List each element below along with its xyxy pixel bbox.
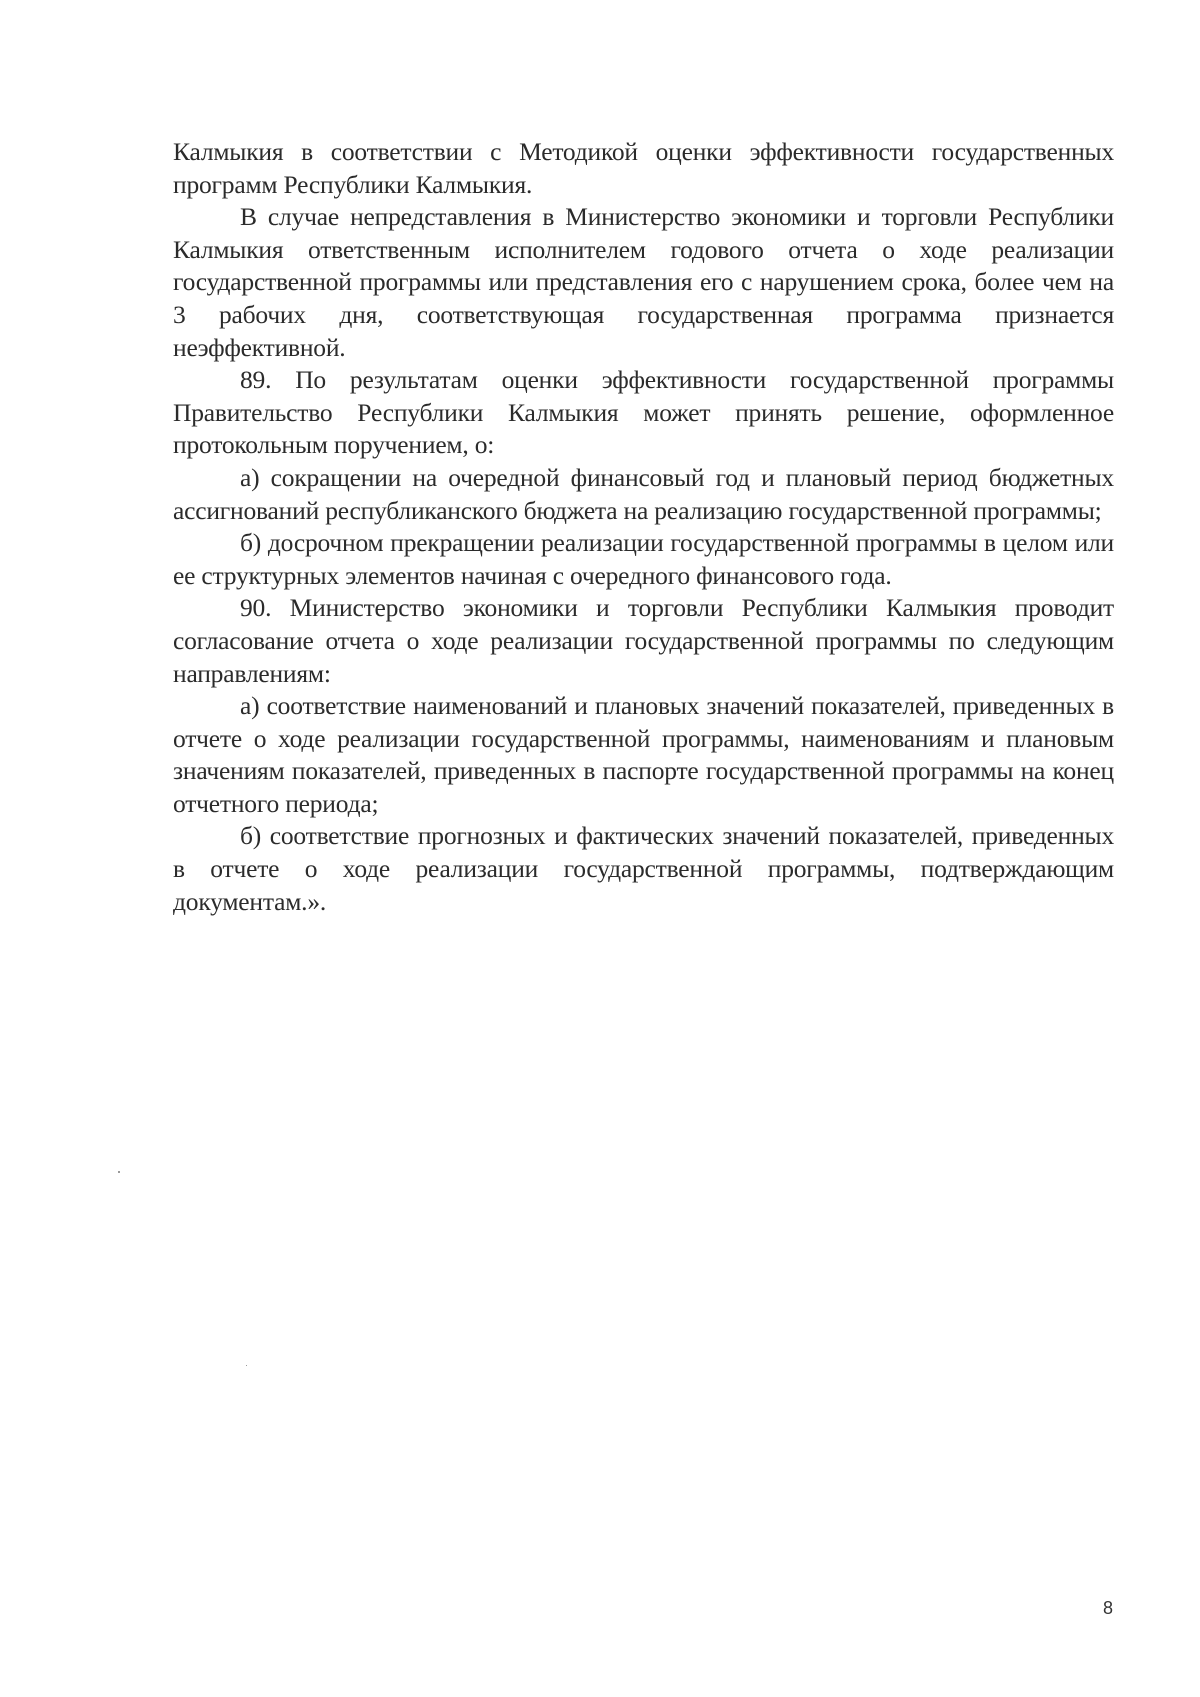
page-number: 8 (1103, 1598, 1114, 1618)
paragraph-item-89-b: б) досрочном прекращении реализации государственной программы в целом или ее структурных элементов начиная с очередного финансового года. (173, 528, 1114, 590)
scan-speck (118, 1171, 120, 1173)
paragraph-item-90-a: а) соответствие наименований и плановых значений показателей, приведенных в отчете о ходе реализации государственной программы, наименованиям и плановым значениям показателей, приведенных в паспорте государственной программы на конец отчетного периода; (173, 691, 1114, 818)
paragraph-item-90-b: б) соответствие прогнозных и фактических значений показателей, приведенных в отчете о ходе реализации государственной программы, подтверждающим документам.». (173, 821, 1114, 916)
paragraph-item-89-a: а) сокращении на очередной финансовый год и плановый период бюджетных ассигнований республиканского бюджета на реализацию государственной программы; (173, 462, 1114, 525)
paragraph-item-89: 89. По результатам оценки эффективности государственной программы Правительство Республики Калмыкия может принять решение, оформленное протокольным поручением, о: (173, 365, 1114, 460)
paragraph-item-90: 90. Министерство экономики и торговли Республики Калмыкия проводит согласование отчета о ходе реализации государственной программы по следующим направлениям: (173, 593, 1114, 688)
document-body (173, 136, 1114, 918)
scan-speck (246, 1365, 247, 1366)
paragraph-non-submission: В случае непредставления в Министерство экономики и торговли Республики Калмыкия ответственным исполнителем годового отчета о ходе реализации государственной программы или представления его с нарушением срока, более чем на 3 рабочих дня, соответствующая государственная программа признается неэффективной. (173, 202, 1114, 362)
paragraph-continuation: Калмыкия в соответствии с Методикой оценки эффективности государственных программ Республики Калмыкия. (173, 137, 1114, 199)
